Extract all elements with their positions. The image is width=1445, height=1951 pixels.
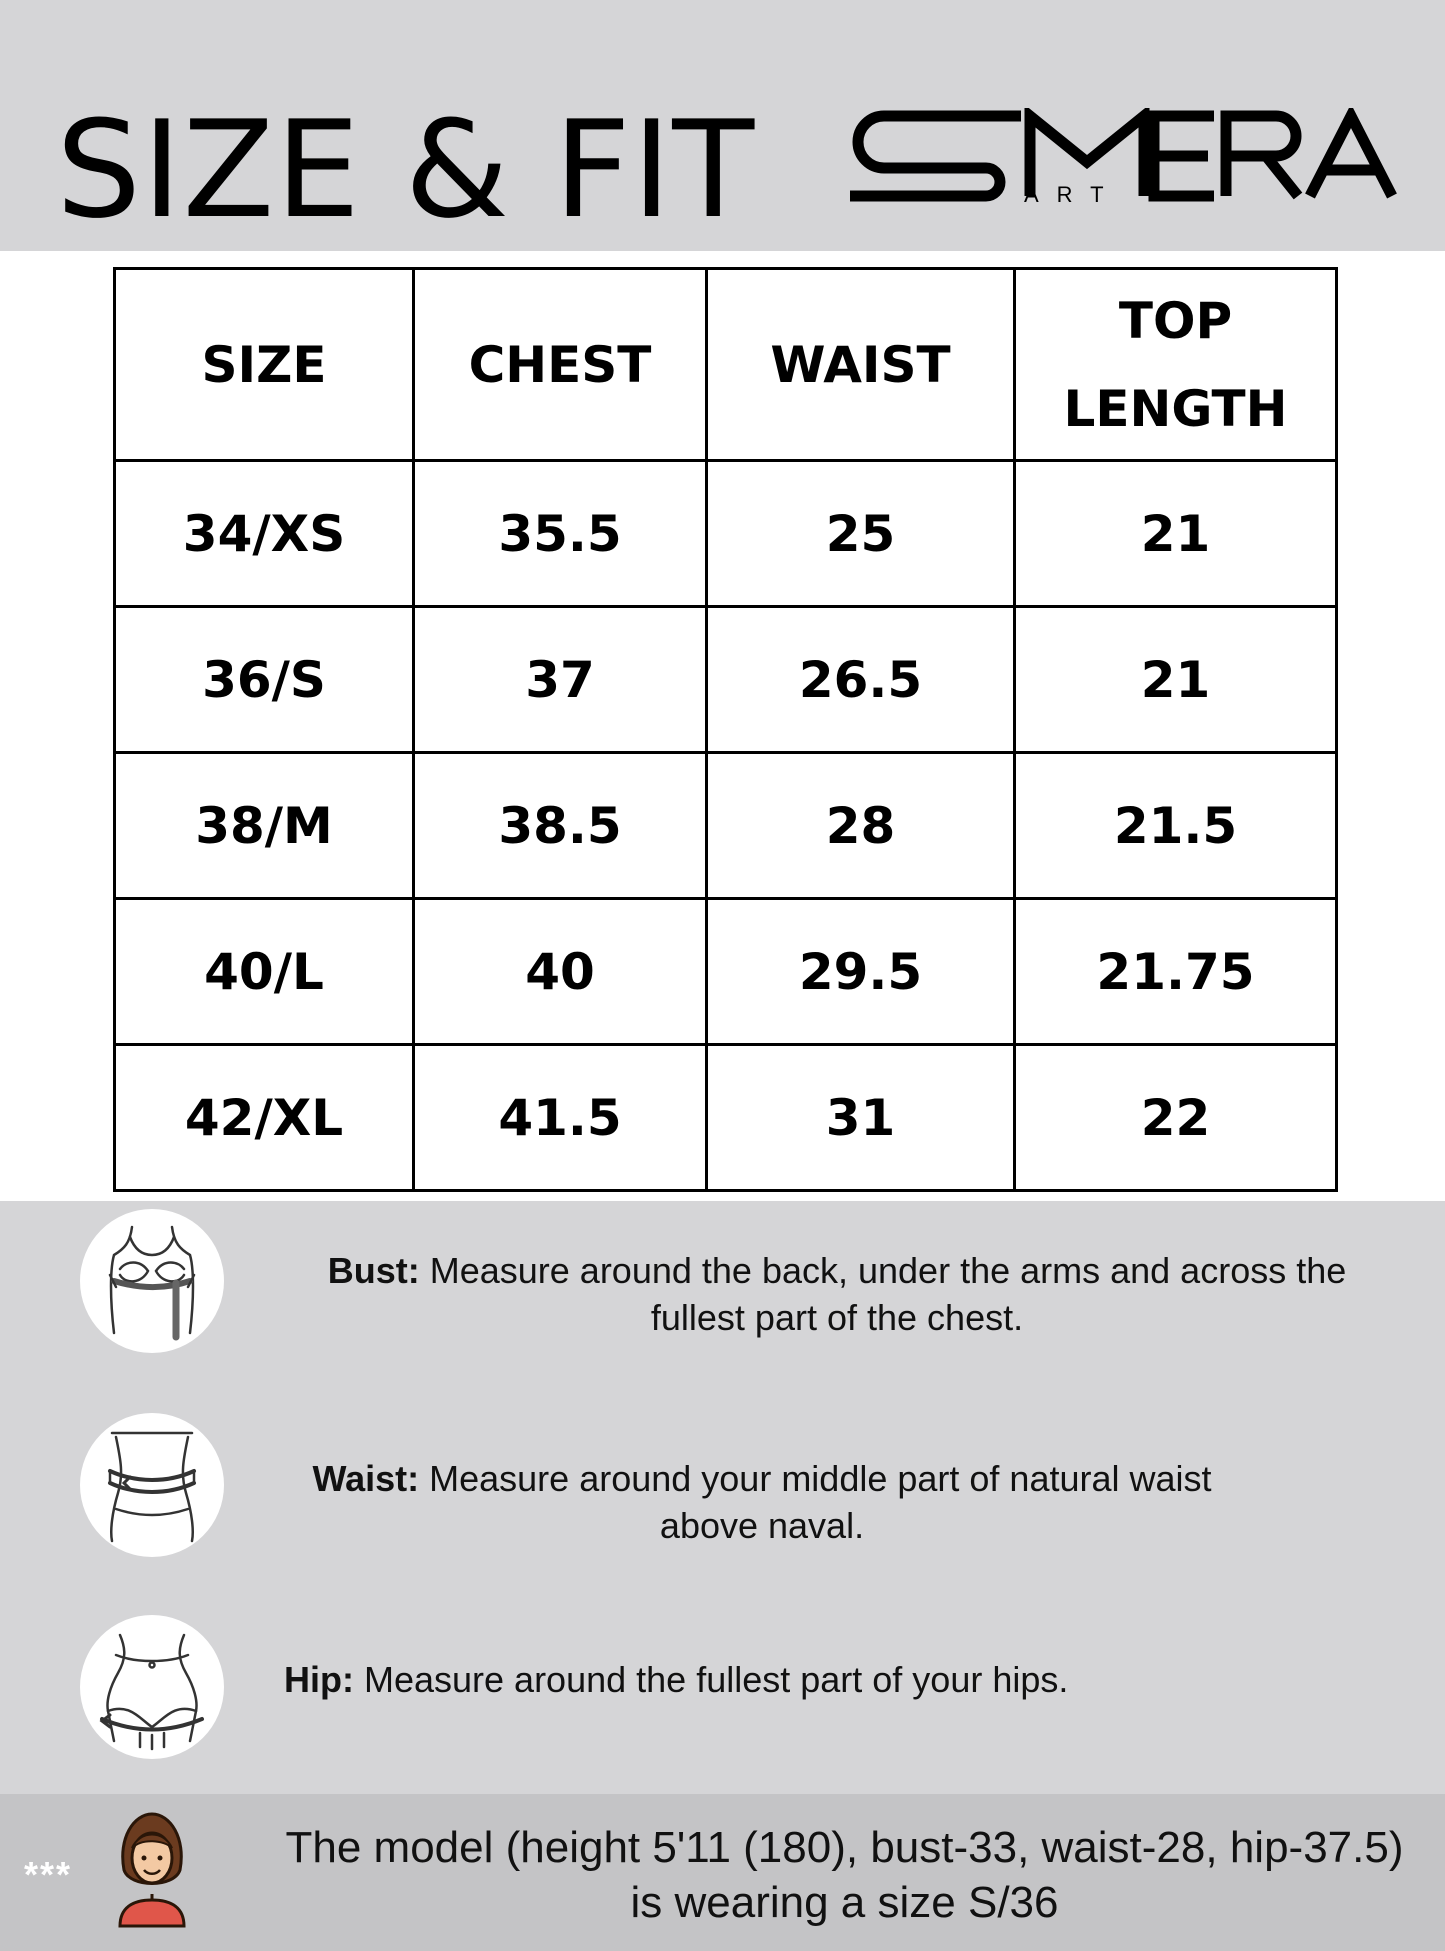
cell-chest: 35.5 [414, 461, 707, 607]
bust-measure-icon [80, 1209, 224, 1353]
hip-label: Hip: [284, 1659, 354, 1700]
cell-chest: 37 [414, 607, 707, 753]
cell-size: 34/XS [115, 461, 414, 607]
cell-waist: 25 [707, 461, 1015, 607]
table-header-row [115, 269, 1337, 461]
cell-top-length: 21 [1015, 607, 1337, 753]
cell-chest: 40 [414, 899, 707, 1045]
cell-waist: 26.5 [707, 607, 1015, 753]
cell-size: 38/M [115, 753, 414, 899]
bust-text-line2: fullest part of the chest. [650, 1297, 1024, 1338]
hip-measure-icon [80, 1615, 224, 1759]
header-size: SIZE [115, 269, 414, 461]
footnote-stars: *** [24, 1854, 73, 1895]
table-row [115, 607, 1337, 753]
cell-size: 40/L [115, 899, 414, 1045]
cell-top-length: 21.5 [1015, 753, 1337, 899]
cell-chest: 41.5 [414, 1045, 707, 1191]
cell-waist: 29.5 [707, 899, 1015, 1045]
waist-text-line1: Measure around your middle part of natural waist [419, 1458, 1212, 1499]
cell-top-length: 21.75 [1015, 899, 1337, 1045]
cell-waist: 31 [707, 1045, 1015, 1191]
cell-top-length: 21 [1015, 461, 1337, 607]
header-top-length [1015, 269, 1337, 461]
waist-label: Waist: [312, 1458, 420, 1499]
size-table [113, 267, 1338, 1192]
table-row [115, 899, 1337, 1045]
logo-sub-text: ART [1024, 182, 1122, 204]
cell-size: 42/XL [115, 1045, 414, 1191]
waist-text-line2: above naval. [659, 1505, 865, 1546]
header [0, 0, 1445, 251]
header-top-length-line1: TOP [1118, 291, 1233, 350]
model-info-line1: The model (height 5'11 (180), bust-33, waist-28, hip-37.5) [285, 1823, 1404, 1872]
bust-instruction [262, 1247, 1412, 1341]
waist-instruction [262, 1455, 1262, 1549]
model-info-line2: is wearing a size S/36 [630, 1878, 1059, 1927]
cell-waist: 28 [707, 753, 1015, 899]
bust-label: Bust: [327, 1250, 420, 1291]
header-chest: CHEST [414, 269, 707, 461]
header-waist: WAIST [707, 269, 1015, 461]
cell-chest: 38.5 [414, 753, 707, 899]
model-avatar-icon [114, 1808, 190, 1933]
cell-size: 36/S [115, 607, 414, 753]
brand-logo [846, 108, 1426, 209]
cell-top-length: 22 [1015, 1045, 1337, 1191]
table-row [115, 461, 1337, 607]
model-info-text [262, 1820, 1427, 1930]
table-row [115, 1045, 1337, 1191]
hip-text-line1: Measure around the fullest part of your hips. [353, 1659, 1069, 1700]
bust-text-line1: Measure around the back, under the arms and across the [419, 1250, 1347, 1291]
header-top-length-line2: LENGTH [1063, 379, 1288, 438]
waist-measure-icon [80, 1413, 224, 1557]
hip-instruction [284, 1656, 1184, 1703]
table-row [115, 753, 1337, 899]
page-title: SIZE & FIT [56, 92, 756, 248]
